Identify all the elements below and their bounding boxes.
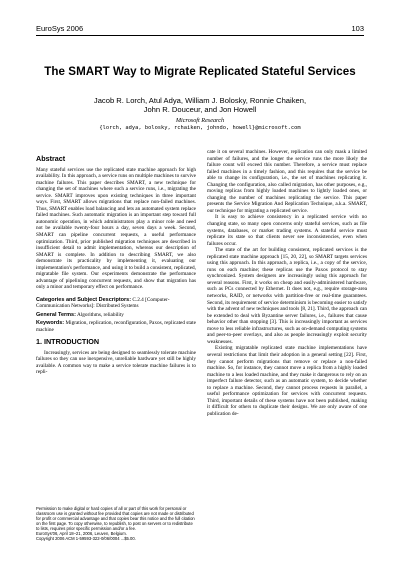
intro-paragraph-1: cate it on several machines. However, replication can only mask a limited number of failures, and the longer the service runs the more likely the failure count will exceed this number. Therefore, a service must replace failed machines in a timely fashion, and this requires that the service be able to change its configuration, i.e., the set of machines replicating it. Changing the configuration, also called migration, has other purposes, e.g., moving replicas from highly loaded machines to lightly loaded ones, or changing the number of machines replicating the service. This paper presents the Service Migration And Replication Technique, a.k.a. SMART, our technique for migrating a replicated service. bbox=[207, 149, 367, 214]
left-column bbox=[36, 156, 196, 376]
right-column bbox=[207, 149, 367, 417]
abstract-text: Many stateful services use the replicated state machine approach for high availability. In this approach, a service runs on multiple machines to survive machine failures. This paper describes SMART, a new technique for changing the set of machines where such a service runs, i.e., migrating the service. SMART improves upon existing techniques in three important ways. First, SMART allows migrations that replace non-failed machines. Thus, SMART enables load balancing and lets an automated system replace failed machines. Such automatic migration is an important step toward full autonomic operation, in which administrators play a minor role and need not be available twenty-four hours a day, seven days a week. Second, SMART can pipeline concurrent requests, a useful performance optimization. Third, prior published migration techniques are described in insufficient detail to admit implementation, whereas our description of SMART is complete. In addition to describing SMART, we also demonstrate its practicality by implementing it, evaluating our implementation's performance, and using it to build a consistent, replicated, migratable file system. Our experiments demonstrate the performance advantage of pipelining concurrent requests, and show that migration has only a minor and temporary effect on performance. bbox=[36, 166, 196, 291]
header-rule bbox=[36, 35, 364, 36]
introduction-heading: 1. INTRODUCTION bbox=[36, 336, 100, 346]
keywords-label: Keywords: bbox=[36, 320, 65, 327]
page-number: 103 bbox=[351, 24, 364, 33]
categories-entry bbox=[36, 297, 196, 310]
keywords-text: Migration, replication, reconfiguration, Paxos, replicated state machine bbox=[36, 320, 196, 333]
permission-footnote bbox=[36, 506, 196, 541]
categories-label: Categories and Subject Descriptors: bbox=[36, 296, 132, 303]
intro-paragraph-4: Existing migratable replicated state machine implementations have several restrictions that limit their adoption in a general setting [22]. First, they cannot perform migrations that remove or replace a non-failed machine. So, for instance, they cannot move a replica from a highly loaded machine to a less loaded machine, and they make it dangerous to rely on an imperfect failure detector, such as an automatic system, to decide whether to replace a machine. Second, they cannot process requests in parallel, a useful performance optimization for services with concurrent requests. Third, important details of these systems have not been published, making it difficult for others to duplicate their designs. We are only aware of one publication de- bbox=[207, 345, 367, 417]
author-emails: {lorch, adya, bolosky, rchaiken, johndo, howell}@microsoft.com bbox=[99, 125, 301, 131]
abstract-heading: Abstract bbox=[36, 154, 66, 163]
metadata-block bbox=[36, 297, 196, 333]
paper-title: The SMART Way to Migrate Replicated Stateful Services bbox=[44, 65, 356, 78]
venue-label: EuroSys 2006 bbox=[36, 24, 84, 33]
conference-line: EuroSys'06, April 18–21, 2006, Leuven, Belgium. bbox=[36, 531, 127, 536]
general-terms-entry bbox=[36, 312, 196, 318]
author-line-2: John R. Douceur, and Jon Howell bbox=[143, 105, 257, 115]
general-terms-label: General Terms: bbox=[36, 311, 76, 318]
copyright-line: Copyright 2006 ACM 1-59593-322-0/06/0004 ...$5.00. bbox=[36, 536, 136, 541]
general-terms-text: Algorithms, reliability bbox=[76, 311, 124, 318]
author-line-1: Jacob R. Lorch, Atul Adya, William J. Bolosky, Ronnie Chaiken, bbox=[93, 96, 307, 105]
intro-paragraph-2: It is easy to achieve consistency in a replicated service with no changing state, so many open concerns only stateful services, such as file systems, databases, or market trading systems. A stateful service must replicate its state so that clients never see inconsistencies, even when failures occur. bbox=[207, 214, 367, 247]
categories-text: C.2.4 [Computer-Communication Networks]: Distributed Systems bbox=[36, 296, 170, 310]
keywords-entry bbox=[36, 320, 196, 333]
author-organization: Microsoft Research bbox=[175, 117, 225, 124]
permission-text: Permission to make digital or hard copies of all or part of this work for personal or classroom use is granted without fee provided that copies are not made or distributed for profit or commercial advantage and that copies bear this notice and the full citation on the first page. To copy otherwise, to republish, to post on servers or to redistribute to lists, requires prior specific permission and/or a fee. bbox=[36, 506, 195, 531]
introduction-text: Increasingly, services are being designed to seamlessly tolerate machine failures so they can use inexpensive, unreliable hardware yet still be highly available. A common way to make a service tolerate machine failures is to repli- bbox=[36, 349, 196, 376]
running-header bbox=[36, 24, 364, 33]
intro-paragraph-3: The state of the art for building consistent, replicated services is the replicated state machine approach [15, 20, 22], so SMART targets services using this approach. In this approach, a replica, i.e., a copy of the service, runs on each machine; these replicas use the Paxos protocol to stay synchronized. System designers are increasingly using this approach for several reasons. First, it works on cheap and easily-administered hardware, such as PCs connected by Ethernet. It does not, e.g., require storage-area networks, RAID, or networks with partition-free or real-time guarantees. Second, its requirement of service determinism is becoming easier to satisfy with the advent of new techniques and tools [8, 21]. Third, the approach can be extended to deal with Byzantine server failures, i.e., failures that cause behavior other than stopping [3]. This is increasingly important as services move to less reliable infrastructures, such as on-demand computing systems and peer-to-peer overlays, and also as people increasingly exploit security weaknesses. bbox=[207, 247, 367, 345]
author-list bbox=[40, 96, 360, 115]
